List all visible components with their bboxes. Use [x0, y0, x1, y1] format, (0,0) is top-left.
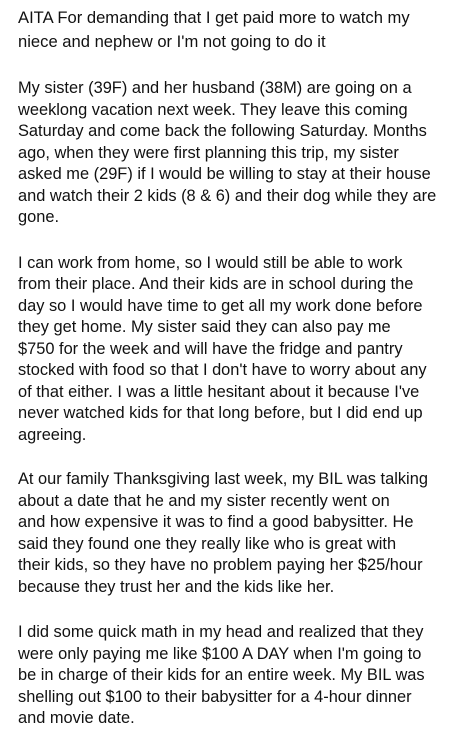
- paragraph-4: [18, 622, 470, 730]
- text-line: My sister (39F) and her husband (38M) are going on a: [18, 79, 412, 97]
- paragraph-2: [18, 253, 470, 447]
- text-line: because they trust her and the kids like her.: [18, 577, 335, 596]
- text-line: weeklong vacation next week. They leave this coming: [18, 100, 408, 119]
- text-line: shelling out $100 to their babysitter for a 4-hour dinner: [18, 687, 412, 706]
- text-line: from their place. And their kids are in school during the: [18, 275, 414, 293]
- text-line: said they found one they really like who is great with: [18, 534, 397, 553]
- text-line: about a date that he and my sister recently went on: [18, 491, 390, 510]
- text-line: I did some quick math in my head and realized that they: [18, 623, 424, 641]
- text-line: their kids, so they have no problem paying her $25/hour: [18, 556, 423, 574]
- text-line: I can work from home, so I would still be able to work: [18, 253, 403, 272]
- text-line: be in charge of their kids for an entire week. My BIL was: [18, 666, 425, 684]
- post-title-line: niece and nephew or I'm not going to do it: [18, 32, 326, 51]
- paragraph-3: [18, 469, 470, 598]
- post-title: [18, 6, 470, 64]
- paragraph-1: [18, 78, 470, 229]
- text-line: and watch their 2 kids (8 & 6) and their dog while they are: [18, 186, 437, 205]
- text-line: $750 for the week and will have the fridge and pantry: [18, 339, 403, 358]
- post-title-line: AITA For demanding that I get paid more to watch my: [18, 8, 410, 27]
- text-line: gone.: [18, 208, 60, 226]
- text-line: and how expensive it was to find a good babysitter. He: [18, 513, 414, 531]
- text-line: and movie date.: [18, 709, 135, 727]
- text-line: stocked with food so that I don't have to worry about any: [18, 361, 427, 379]
- post: [18, 6, 470, 730]
- text-line: ago, when they were first planning this trip, my sister: [18, 143, 399, 162]
- text-line: agreeing.: [18, 425, 87, 444]
- text-line: of that either. I was a little hesitant about it because I've: [18, 382, 420, 401]
- text-line: Saturday and come back the following Saturday. Months: [18, 122, 427, 140]
- text-line: they get home. My sister said they can also pay me: [18, 318, 391, 336]
- text-line: asked me (29F) if I would be willing to stay at their house: [18, 165, 431, 183]
- text-line: never watched kids for that long before, but I did end up: [18, 404, 423, 422]
- text-line: At our family Thanksgiving last week, my BIL was talking: [18, 470, 428, 488]
- text-line: were only paying me like $100 A DAY when I'm going to: [18, 644, 422, 663]
- text-line: day so I would have time to get all my work done before: [18, 296, 423, 315]
